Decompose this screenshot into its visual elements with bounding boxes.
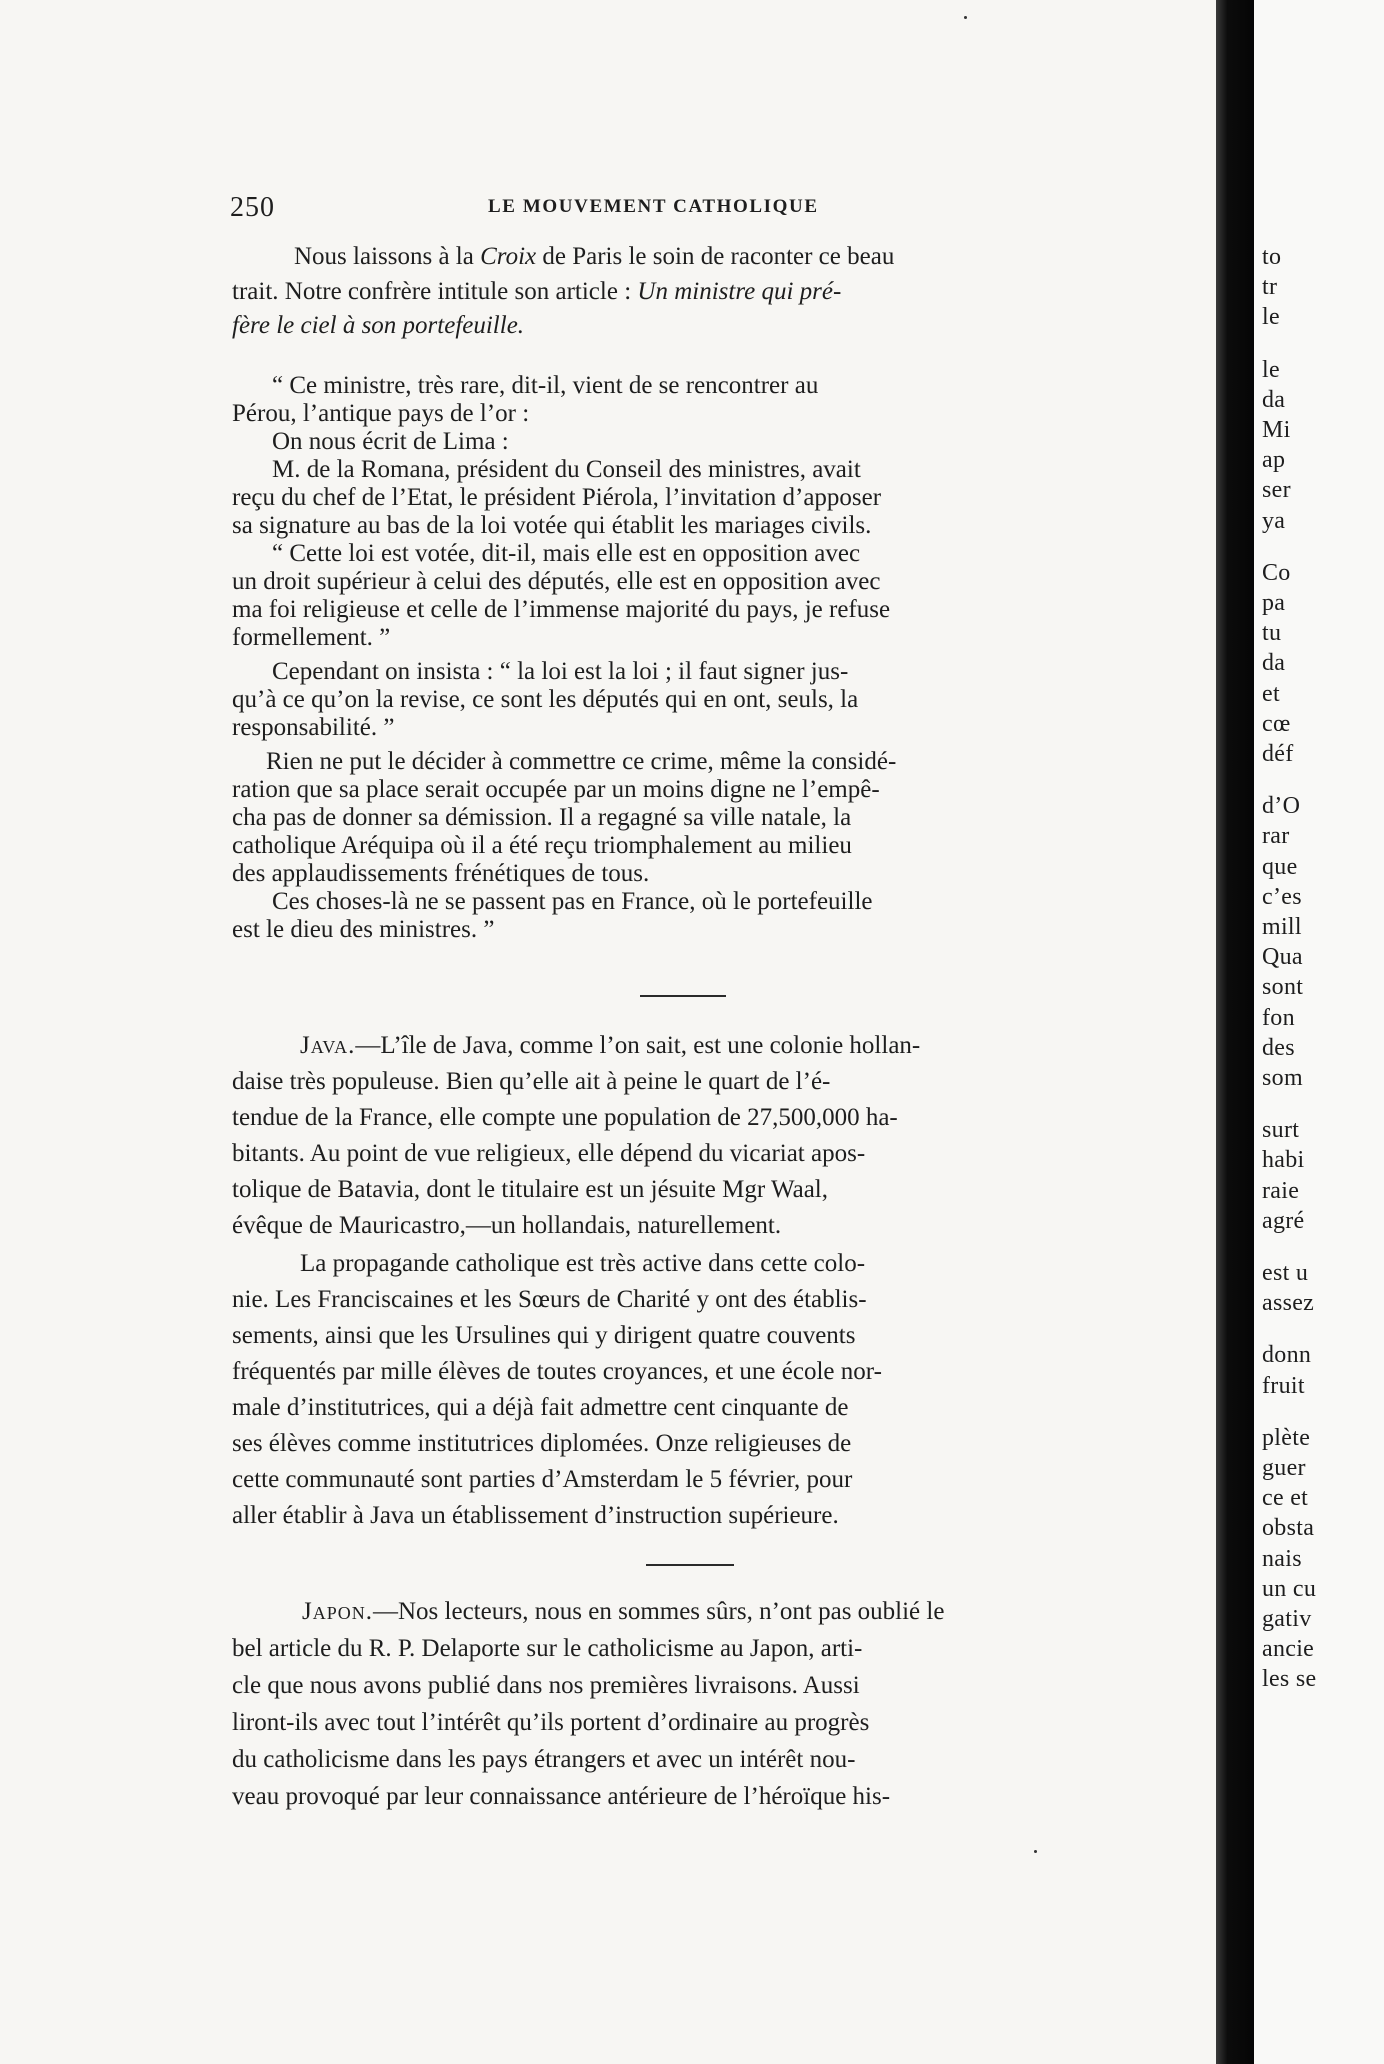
facing-page-line: ap: [1262, 447, 1286, 474]
facing-page-line: plète: [1262, 1424, 1311, 1451]
facing-page-line: assez: [1262, 1290, 1315, 1317]
java-line: fréquentés par mille élèves de toutes croyances, et une école nor-: [232, 1358, 882, 1385]
facing-page-line: guer: [1262, 1455, 1306, 1481]
facing-page-line: c’es: [1262, 883, 1302, 910]
book-gutter: [1216, 0, 1254, 2064]
facing-page-line: mill: [1262, 914, 1302, 940]
facing-page-line: ya: [1262, 507, 1286, 534]
facing-page-line: gativ: [1262, 1606, 1312, 1632]
print-speck: [964, 16, 967, 19]
quote-line: Cependant on insista : “ la loi est la loi ; il faut signer jus-: [272, 658, 849, 685]
quote-line: Rien ne put le décider à commettre ce crime, même la considé-: [266, 748, 897, 775]
facing-page-fragment: [1254, 0, 1384, 2064]
quote-line: sa signature au bas de la loi votée qui établit les mariages civils.: [232, 512, 872, 539]
facing-page-line: Co: [1262, 559, 1291, 586]
facing-page-line: fon: [1262, 1004, 1295, 1031]
java-line: daise très populeuse. Bien qu’elle ait à peine le quart de l’é-: [232, 1068, 831, 1095]
quote-line: cha pas de donner sa démission. Il a regagné sa ville natale, la: [232, 804, 852, 831]
intro-line: trait. Notre confrère intitule son article : Un ministre qui pré-: [232, 278, 842, 305]
facing-page-line: Mi: [1262, 417, 1291, 443]
quote-line: qu’à ce qu’on la revise, ce sont les députés qui en ont, seuls, la: [232, 686, 859, 713]
facing-page-line: tr: [1262, 274, 1278, 301]
facing-page-line: da: [1262, 386, 1286, 413]
print-speck: [1034, 1850, 1037, 1853]
java-line: tendue de la France, elle compte une population de 27,500,000 ha-: [232, 1104, 898, 1131]
quote-line: ration que sa place serait occupée par un moins digne ne l’empê-: [232, 776, 880, 803]
quote-line: Pérou, l’antique pays de l’or :: [232, 400, 530, 427]
facing-page-line: to: [1262, 244, 1282, 270]
facing-page-line: donn: [1262, 1342, 1312, 1369]
facing-page-line: sont: [1262, 974, 1304, 1001]
facing-page-line: da: [1262, 650, 1286, 677]
java-section: [232, 1032, 1122, 1532]
facing-page-line: d’O: [1262, 793, 1301, 820]
facing-page-line: des: [1262, 1034, 1295, 1061]
java-line: cette communauté sont parties d’Amsterdam le 5 février, pour: [232, 1466, 853, 1493]
quote-line: des applaudissements frénétiques de tous.: [232, 860, 650, 887]
java-line: aller établir à Java un établissement d’instruction supérieure.: [232, 1502, 839, 1529]
quote-line: formellement. ”: [232, 624, 391, 651]
japon-line: veau provoqué par leur connaissance antérieure de l’héroïque his-: [232, 1783, 891, 1810]
page-header: [218, 192, 1118, 224]
quote-line: On nous écrit de Lima :: [272, 428, 509, 455]
facing-page-line: ce et: [1262, 1485, 1309, 1512]
japon-section: [232, 1598, 1122, 1828]
facing-page-line: raie: [1262, 1177, 1300, 1204]
japon-heading: Japon.: [302, 1598, 373, 1625]
quote-line: M. de la Romana, président du Conseil des ministres, avait: [272, 456, 861, 483]
facing-page-line: le: [1262, 304, 1280, 331]
facing-page-line: pa: [1262, 590, 1286, 616]
facing-page-line: agré: [1262, 1207, 1305, 1234]
facing-page-line: cœ: [1262, 710, 1291, 737]
facing-page-line: tu: [1262, 620, 1282, 647]
page-number: 250: [230, 192, 275, 223]
japon-line: Japon.—Nos lecteurs, nous en sommes sûrs, n’ont pas oublié le: [302, 1598, 945, 1625]
java-line: sements, ainsi que les Ursulines qui y dirigent quatre couvents: [232, 1322, 856, 1349]
intro-paragraph: [232, 243, 1122, 353]
facing-page-line: habi: [1262, 1147, 1305, 1174]
java-heading: Java.: [300, 1032, 356, 1059]
java-line: nie. Les Franciscaines et les Sœurs de Charité y ont des établis-: [232, 1286, 867, 1313]
section-divider: [640, 995, 726, 997]
running-title: LE MOUVEMENT CATHOLIQUE: [488, 196, 819, 217]
intro-line: fère le ciel à son portefeuille.: [232, 312, 525, 339]
japon-line: liront-ils avec tout l’intérêt qu’ils portent d’ordinaire au progrès: [232, 1709, 870, 1736]
facing-page-line: est u: [1262, 1260, 1309, 1286]
facing-page-line: le: [1262, 356, 1280, 383]
quote-line: est le dieu des ministres. ”: [232, 916, 495, 943]
quote-line: responsabilité. ”: [232, 714, 395, 741]
section-divider: [646, 1564, 734, 1566]
japon-line: cle que nous avons publié dans nos premières livraisons. Aussi: [232, 1672, 860, 1699]
quote-line: un droit supérieur à celui des députés, elle est en opposition avec: [232, 568, 881, 595]
japon-line: bel article du R. P. Delaporte sur le catholicisme au Japon, arti-: [232, 1635, 863, 1662]
facing-page-line: fruit: [1262, 1372, 1305, 1399]
facing-page-line: nais: [1262, 1545, 1302, 1572]
facing-page-line: un cu: [1262, 1575, 1317, 1602]
quote-line: ma foi religieuse et celle de l’immense majorité du pays, je refuse: [232, 596, 891, 623]
facing-page-line: obsta: [1262, 1515, 1315, 1542]
quote-line: “ Ce ministre, très rare, dit-il, vient de se rencontrer au: [272, 372, 819, 399]
facing-page-line: et: [1262, 680, 1280, 707]
facing-page-line: que: [1262, 853, 1298, 880]
facing-page-line: ser: [1262, 477, 1291, 504]
facing-page-line: Qua: [1262, 944, 1303, 971]
java-line: ses élèves comme institutrices diplomées. Onze religieuses de: [232, 1430, 852, 1457]
quote-line: Ces choses-là ne se passent pas en France, où le portefeuille: [272, 888, 873, 915]
facing-page-line: les se: [1262, 1666, 1317, 1693]
facing-page-line: ancie: [1262, 1636, 1315, 1663]
quote-line: “ Cette loi est votée, dit-il, mais elle est en opposition avec: [272, 540, 861, 567]
facing-page-line: som: [1262, 1065, 1303, 1091]
java-line: évêque de Mauricastro,—un hollandais, naturellement.: [232, 1212, 782, 1239]
facing-page-line: déf: [1262, 741, 1294, 767]
java-line: La propagande catholique est très active dans cette colo-: [300, 1250, 866, 1277]
quoted-article: [232, 372, 1122, 972]
quote-line: catholique Aréquipa où il a été reçu triomphalement au milieu: [232, 832, 852, 859]
quote-line: reçu du chef de l’Etat, le président Piérola, l’invitation d’apposer: [232, 484, 882, 511]
java-line: Java.—L’île de Java, comme l’on sait, est une colonie hollan-: [300, 1032, 921, 1059]
java-line: male d’institutrices, qui a déjà fait admettre cent cinquante de: [232, 1394, 849, 1421]
intro-line: Nous laissons à la Croix de Paris le soin de raconter ce beau: [294, 243, 895, 270]
java-line: bitants. Au point de vue religieux, elle dépend du vicariat apos-: [232, 1140, 866, 1167]
java-line: tolique de Batavia, dont le titulaire est un jésuite Mgr Waal,: [232, 1176, 828, 1203]
japon-line: du catholicisme dans les pays étrangers et avec un intérêt nou-: [232, 1746, 856, 1773]
facing-page-line: surt: [1262, 1117, 1300, 1144]
facing-page-line: rar: [1262, 823, 1290, 850]
